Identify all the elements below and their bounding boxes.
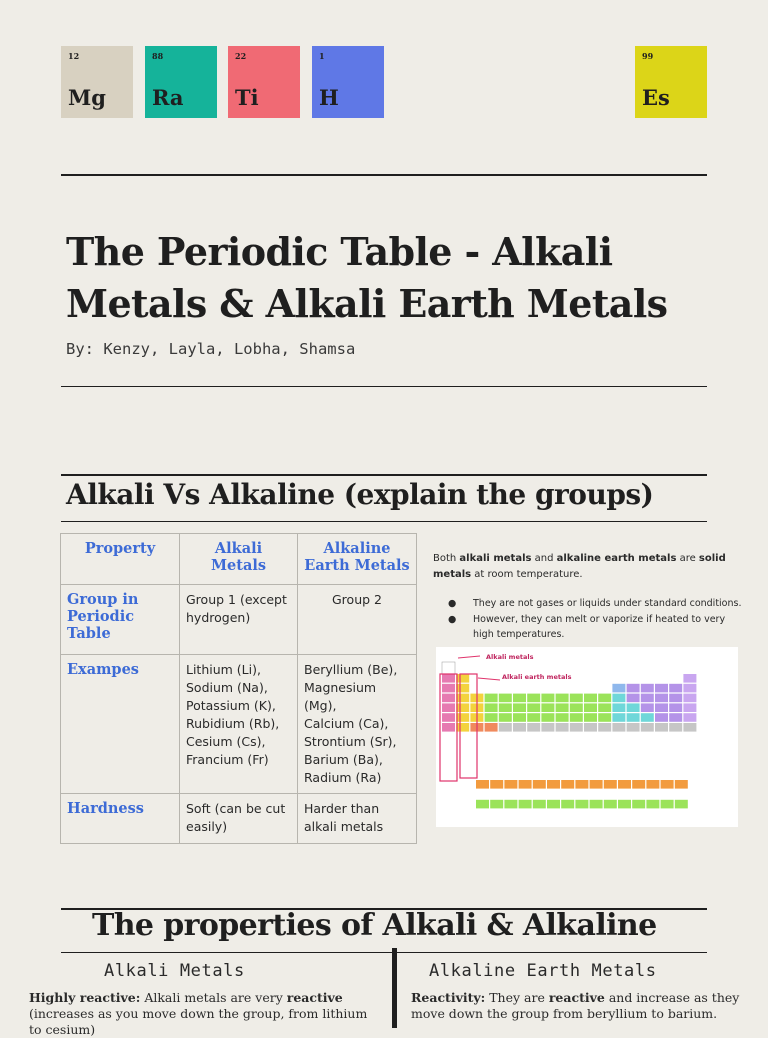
element-cell [669,684,682,693]
element-cell [646,800,659,809]
element-cell [641,713,654,722]
element-cell [661,780,674,789]
intro-bold-solid: solid metals [433,553,726,580]
column-header: Property [61,534,180,585]
list-item [433,612,745,643]
element-cell [570,723,583,732]
alkaline-cell: Group 2 [298,585,417,655]
element-cell [561,780,574,789]
element-cell [442,703,455,712]
element-cell [612,694,625,703]
element-cell [561,800,574,809]
element-cell [669,703,682,712]
element-cell [661,800,674,809]
alkali-earth-metals-label: Alkali earth metals [502,673,572,681]
element-cell [513,694,526,703]
element-cell [627,723,640,732]
element-cell [683,694,696,703]
element-symbol: Es [642,85,670,110]
element-cell [641,694,654,703]
element-cell [476,780,489,789]
element-cell [618,800,631,809]
element-cell [683,684,696,693]
atomic-number: 88 [152,51,164,61]
element-cell [442,674,455,683]
element-cell [612,713,625,722]
element-cell [519,800,532,809]
element-cell [683,723,696,732]
element-cell [519,780,532,789]
property-cell: Exampes [61,655,180,794]
element-cell [456,723,469,732]
bold-term: reactive [286,990,343,1005]
element-cell [533,780,546,789]
element-cell [627,703,640,712]
element-cell [513,723,526,732]
element-cell [499,703,512,712]
element-cell [598,723,611,732]
list-item [433,596,745,612]
divider [61,474,707,476]
element-cell [618,780,631,789]
section-heading: The properties of Alkali & Alkaline [92,908,657,943]
element-symbol: Ti [235,85,259,110]
element-cell [513,713,526,722]
bullet-list [433,596,745,643]
atomic-number: 1 [319,51,325,61]
bullet-text: However, they can melt or vaporize if heated to very high temperatures. [473,613,726,640]
element-cell [527,723,540,732]
text-part: Alkali metals are very [140,990,287,1005]
element-cell [485,703,498,712]
element-cell [504,800,517,809]
element-symbol: H [319,85,339,110]
section-heading: Alkali Vs Alkaline (explain the groups) [66,478,654,511]
element-cell [541,694,554,703]
element-cell [541,723,554,732]
element-cell [456,703,469,712]
element-cell [476,800,489,809]
element-cell [598,713,611,722]
element-cell [646,780,659,789]
element-cell [485,694,498,703]
element-cell [584,723,597,732]
element-cell [627,684,640,693]
element-cell [547,780,560,789]
element-cell [456,694,469,703]
text-part: and increase as they move down the group from beryllium to barium. [411,990,740,1021]
table-row [61,794,417,844]
intro-text [433,551,745,583]
alkali-cell: Group 1 (except hydrogen) [180,585,298,655]
element-cell [547,800,560,809]
element-tile-mg [61,46,133,118]
element-cell [590,780,603,789]
element-cell [490,800,503,809]
intro-text-part: are [676,553,699,564]
element-cell [513,703,526,712]
bullet-icon: ● [448,598,457,609]
element-cell [556,703,569,712]
element-cell [683,674,696,683]
element-cell [456,684,469,693]
lead-term: Highly reactive: [29,990,141,1005]
bullet-icon: ● [448,613,457,625]
element-cell [442,723,455,732]
element-cell [442,694,455,703]
element-cell [584,713,597,722]
element-cell [612,723,625,732]
intro-text-part: at room temperature. [471,569,583,580]
element-cell [456,713,469,722]
element-cell [570,694,583,703]
alkaline-properties-text [411,990,763,1022]
element-cell [655,713,668,722]
element-cell [669,713,682,722]
element-cell [683,713,696,722]
element-cell [669,723,682,732]
alkali-properties-text [29,990,381,1038]
element-cell [570,703,583,712]
element-cell [499,694,512,703]
alkali-cell: Lithium (Li), Sodium (Na), Potassium (K), Rubidium (Rb), Cesium (Cs), Francium (Fr) [180,655,298,794]
authors-byline: By: Kenzy, Layla, Lobha, Shamsa [66,340,356,358]
element-cell [590,800,603,809]
element-cell [490,780,503,789]
element-cell [612,703,625,712]
property-cell: Group in Periodic Table [61,585,180,655]
element-cell [598,703,611,712]
element-cell [575,800,588,809]
lead-term: Reactivity: [411,990,486,1005]
alkaline-cell: Beryllium (Be), Magnesium (Mg), Calcium (Ca), Strontium (Sr), Barium (Ba), Radium (Ra) [298,655,417,794]
divider [61,952,707,953]
element-cell [485,723,498,732]
element-cell [570,713,583,722]
intro-text-part: and [531,553,557,564]
element-cell [641,703,654,712]
element-cell [655,684,668,693]
alkaline-cell: Harder than alkali metals [298,794,417,844]
element-cell [556,723,569,732]
divider [61,521,707,522]
element-cell [612,684,625,693]
element-tile-ra [145,46,217,118]
intro-bold-alkaline: alkaline earth metals [556,553,677,564]
periodic-table-illustration [436,647,738,827]
divider [61,174,707,176]
element-cell [641,684,654,693]
column-header: Alkaline Earth Metals [298,534,417,585]
element-tile-ti [228,46,300,118]
element-cell [683,703,696,712]
element-cell [604,780,617,789]
text-part: (increases as you move down the group, from lithium to cesium) [29,1006,368,1037]
element-cell [527,703,540,712]
element-symbol: Mg [68,85,106,110]
periodic-table-image [436,647,738,827]
element-cell [655,703,668,712]
element-tile-es [635,46,707,118]
atomic-number: 99 [642,51,654,61]
element-cell [669,694,682,703]
element-cell [533,800,546,809]
element-cell [527,694,540,703]
element-cell [655,694,668,703]
intro-text-part: Both [433,553,460,564]
element-cell [541,703,554,712]
element-cell [627,694,640,703]
column-title-alkali: Alkali Metals [104,961,245,981]
element-cell [442,713,455,722]
table-row [61,655,417,794]
element-cell [527,713,540,722]
column-divider [392,948,397,1028]
element-cell [584,703,597,712]
atomic-number: 12 [68,51,80,61]
element-cell [627,713,640,722]
element-cell [655,723,668,732]
element-cell [675,800,688,809]
divider [61,386,707,387]
element-cell [499,723,512,732]
element-cell [556,713,569,722]
text-part: They are [485,990,549,1005]
bold-term: reactive [548,990,605,1005]
element-cell [584,694,597,703]
intro-bold-alkali: alkali metals [459,553,532,564]
element-cell [556,694,569,703]
property-cell: Hardness [61,794,180,844]
bullet-text: They are not gases or liquids under standard conditions. [473,598,742,609]
alkali-cell: Soft (can be cut easily) [180,794,298,844]
table-header-row [61,534,417,585]
element-cell [641,723,654,732]
element-cell [575,780,588,789]
element-cell [504,780,517,789]
alkali-metals-label: Alkali metals [486,653,534,661]
element-cell [675,780,688,789]
element-cell [632,800,645,809]
element-cell [456,674,469,683]
element-cell [499,713,512,722]
table-row [61,585,417,655]
element-cell [485,713,498,722]
element-cell [442,684,455,693]
atomic-number: 22 [235,51,247,61]
element-cell [604,800,617,809]
column-title-alkaline: Alkaline Earth Metals [429,961,657,981]
column-header: Alkali Metals [180,534,298,585]
comparison-table [60,533,417,844]
page-title: The Periodic Table - Alkali Metals & Alkali Earth Metals [66,229,668,326]
element-cell [598,694,611,703]
element-tile-h [312,46,384,118]
element-cell [541,713,554,722]
element-cell [632,780,645,789]
element-symbol: Ra [152,85,184,110]
